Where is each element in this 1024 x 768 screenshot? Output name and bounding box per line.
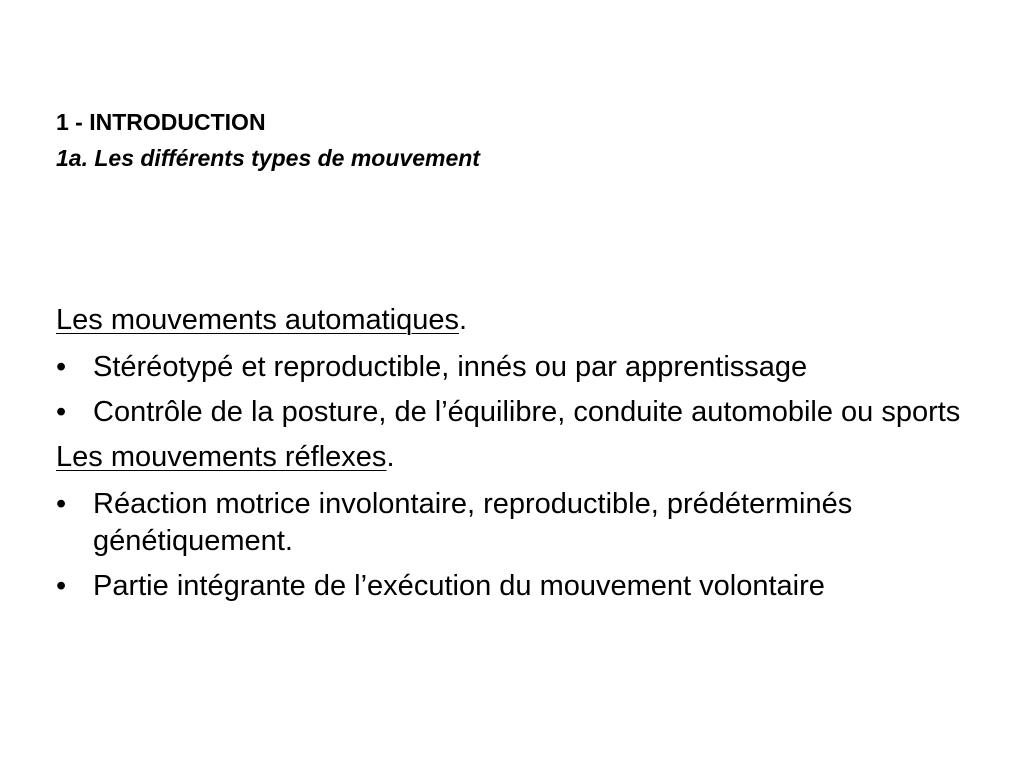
- bullet-text: Contrôle de la posture, de l’équilibre, conduite automobile ou sports: [93, 396, 961, 428]
- bullet-marker: •: [56, 396, 67, 428]
- bullet-marker: •: [56, 488, 67, 520]
- section-heading-reflexes: [56, 439, 986, 476]
- bullet-item: [56, 394, 986, 431]
- bullet-text: Réaction motrice involontaire, reproductible, prédéterminés génétiquement.: [93, 488, 853, 557]
- bullet-marker: •: [56, 351, 67, 383]
- section-title: Les mouvements automatiques: [56, 304, 459, 336]
- section-title-suffix: .: [459, 304, 468, 336]
- bullet-text: Stéréotypé et reproductible, innés ou par apprentissage: [93, 351, 808, 383]
- bullet-item: [56, 349, 986, 386]
- bullet-item: [56, 568, 986, 605]
- bullet-text: Partie intégrante de l’exécution du mouvement volontaire: [93, 570, 825, 602]
- slide-body: [56, 302, 986, 613]
- slide-heading: 1 - INTRODUCTION: [56, 109, 266, 135]
- section-title-suffix: .: [386, 441, 395, 473]
- bullet-marker: •: [56, 570, 67, 602]
- bullet-item: [56, 486, 986, 560]
- slide-subheading: 1a. Les différents types de mouvement: [56, 145, 480, 171]
- title-block: [56, 104, 956, 176]
- section-heading-automatic: [56, 302, 986, 339]
- section-title: Les mouvements réflexes: [56, 441, 387, 473]
